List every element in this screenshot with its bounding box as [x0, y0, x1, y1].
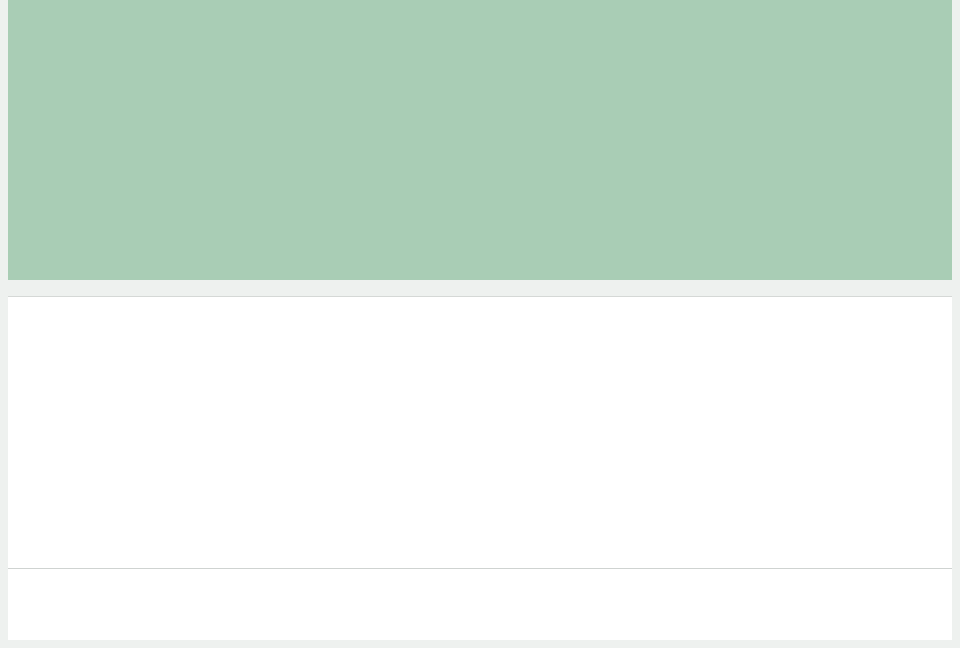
notes-area-top — [8, 0, 952, 280]
week-planner — [8, 296, 952, 568]
year-overview-strip — [8, 568, 952, 640]
